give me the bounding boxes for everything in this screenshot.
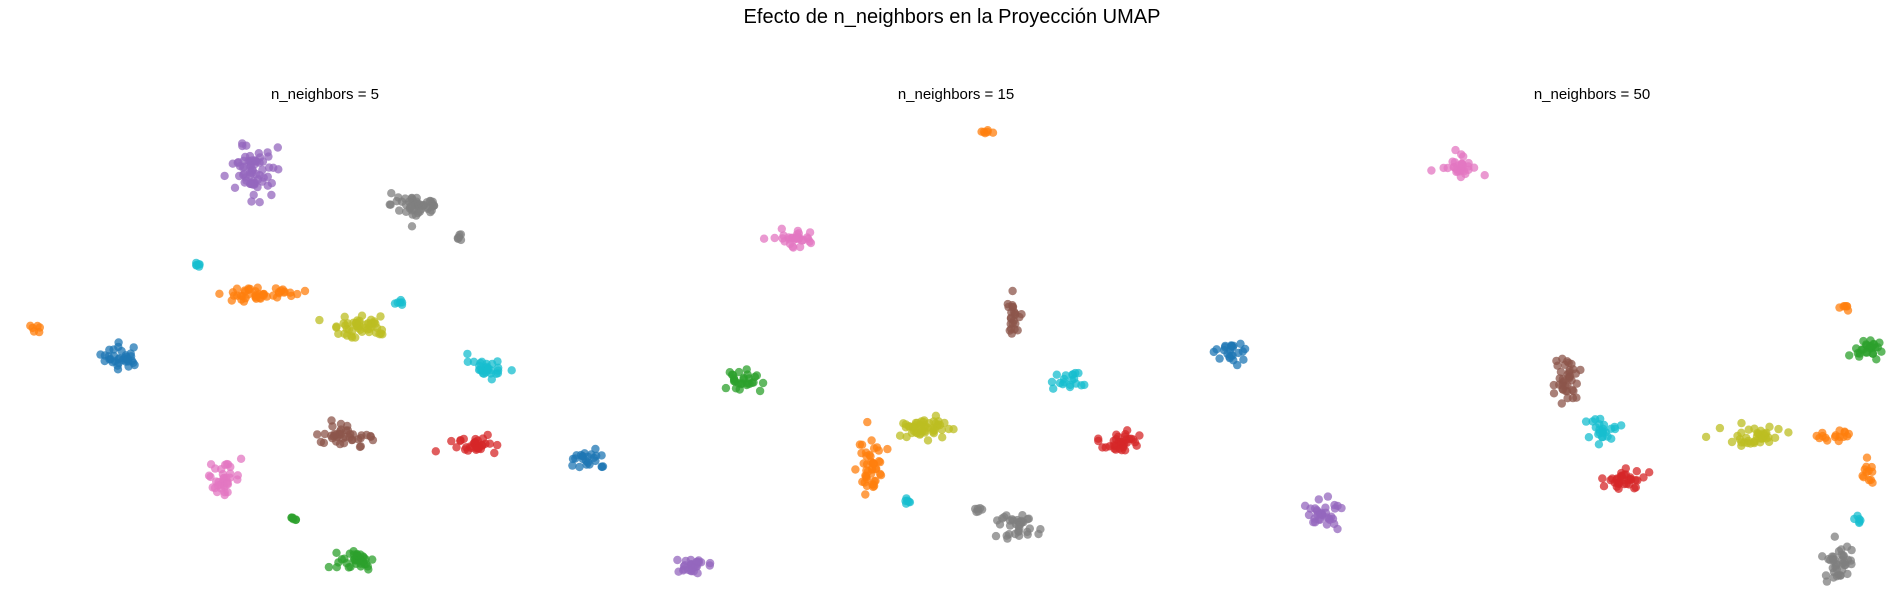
scatter-point (1122, 435, 1130, 443)
scatter-point (1835, 303, 1843, 311)
scatter-point (1552, 357, 1560, 365)
scatter-point (1008, 287, 1016, 295)
series-C6 (205, 455, 245, 500)
scatter-point (456, 436, 464, 444)
scatter-point (806, 228, 814, 236)
scatter-point (1844, 306, 1852, 314)
scatter-point (332, 323, 340, 331)
scatter-point (1563, 357, 1571, 365)
scatter-point (1215, 354, 1223, 362)
scatter-point (263, 148, 271, 156)
scatter-point (256, 294, 264, 302)
series-C6 (760, 225, 815, 252)
scatter-point (1595, 440, 1603, 448)
scatter-point (864, 467, 872, 475)
scatter-point (358, 312, 366, 320)
scatter-point (673, 556, 681, 564)
scatter-point (338, 555, 346, 563)
scatter-point (264, 182, 272, 190)
scatter-point (722, 384, 730, 392)
scatter-point (807, 239, 815, 247)
scatter-point (339, 319, 347, 327)
scatter-point (1645, 468, 1653, 476)
scatter-point (1863, 454, 1871, 462)
series-C2 (722, 365, 768, 395)
scatter-point (1576, 366, 1584, 374)
scatter-point (301, 287, 309, 295)
scatter-point (30, 327, 38, 335)
scatter-point (728, 371, 736, 379)
scatter-point (598, 463, 606, 471)
subplot-n-neighbors-50 (1272, 86, 1904, 596)
scatter-point (1865, 476, 1873, 484)
scatter-point (1337, 504, 1345, 512)
scatter-point (1015, 528, 1023, 536)
scatter-point (1315, 495, 1323, 503)
series-C3 (1598, 464, 1653, 493)
scatter-plot-area (5, 112, 645, 596)
scatter-point (377, 329, 385, 337)
scatter-point (398, 301, 406, 309)
scatter-point (240, 157, 248, 165)
scatter-point (858, 441, 866, 449)
scatter-point (1301, 502, 1309, 510)
scatter-point (869, 459, 877, 467)
scatter-point (1841, 428, 1849, 436)
scatter-point (861, 478, 869, 486)
scatter-point (246, 285, 254, 293)
scatter-point (478, 441, 486, 449)
scatter-point (1072, 379, 1080, 387)
scatter-point (484, 366, 492, 374)
scatter-point (756, 387, 764, 395)
scatter-point (1823, 436, 1831, 444)
subplot-title: n_neighbors = 50 (1533, 86, 1651, 103)
scatter-point (1716, 424, 1724, 432)
scatter-point (751, 373, 759, 381)
scatter-point (1600, 421, 1608, 429)
scatter-point (452, 443, 460, 451)
scatter-point (470, 358, 478, 366)
scatter-point (457, 230, 465, 238)
series-C6 (1427, 146, 1489, 181)
scatter-point (873, 443, 881, 451)
scatter-point (1822, 571, 1830, 579)
series-C8 (896, 412, 958, 445)
scatter-point (350, 550, 358, 558)
scatter-plot-area (1272, 112, 1904, 596)
scatter-point (356, 560, 364, 568)
scatter-point (1765, 423, 1773, 431)
scatter-point (231, 184, 239, 192)
scatter-point (274, 165, 282, 173)
scatter-point (251, 156, 259, 164)
scatter-point (682, 557, 690, 565)
scatter-point (223, 460, 231, 468)
scatter-point (579, 455, 587, 463)
subplot-title: n_neighbors = 15 (897, 86, 1015, 103)
scatter-point (256, 198, 264, 206)
scatter-point (1236, 340, 1244, 348)
scatter-point (1843, 570, 1851, 578)
scatter-point (1049, 385, 1057, 393)
scatter-point (490, 449, 498, 457)
scatter-point (1598, 474, 1606, 482)
scatter-point (313, 430, 321, 438)
scatter-point (1613, 483, 1621, 491)
series-C7 (971, 504, 1045, 543)
scatter-point (1751, 437, 1759, 445)
series-C3 (1094, 426, 1144, 454)
scatter-point (387, 189, 395, 197)
scatter-point (1481, 171, 1489, 179)
scatter-point (1305, 511, 1313, 519)
scatter-point (1622, 464, 1630, 472)
subplot-title: n_neighbors = 5 (270, 86, 379, 103)
scatter-point (376, 312, 384, 320)
scatter-point (207, 460, 215, 468)
scatter-point (568, 461, 576, 469)
scatter-point (1831, 563, 1839, 571)
scatter-point (1464, 162, 1472, 170)
scatter-point (924, 436, 932, 444)
scatter-point (331, 430, 339, 438)
scatter-point (367, 433, 375, 441)
scatter-point (1098, 443, 1106, 451)
series-C1 (851, 126, 997, 499)
scatter-point (1758, 434, 1766, 442)
scatter-point (740, 374, 748, 382)
scatter-point (1325, 514, 1333, 522)
scatter-point (706, 561, 714, 569)
scatter-point (214, 481, 222, 489)
scatter-point (463, 350, 471, 358)
scatter-point (124, 355, 132, 363)
series-C0 (96, 338, 607, 471)
scatter-point (124, 362, 132, 370)
scatter-point (992, 532, 1000, 540)
scatter-point (315, 316, 323, 324)
series-C1 (26, 284, 309, 337)
scatter-point (1702, 433, 1710, 441)
scatter-point (1094, 435, 1102, 443)
scatter-point (371, 320, 379, 328)
scatter-point (1212, 345, 1220, 353)
scatter-point (863, 418, 871, 426)
scatter-point (221, 488, 229, 496)
series-C3 (432, 431, 502, 458)
scatter-point (1737, 419, 1745, 427)
scatter-point (242, 142, 250, 150)
series-C4 (1301, 492, 1346, 533)
series-C8 (1702, 419, 1793, 450)
scatter-point (228, 296, 236, 304)
scatter-point (1784, 428, 1792, 436)
series-C5 (1550, 355, 1585, 408)
scatter-point (427, 197, 435, 205)
scatter-point (357, 442, 365, 450)
scatter-point (902, 423, 910, 431)
scatter-point (267, 191, 275, 199)
scatter-point (1771, 434, 1779, 442)
scatter-point (689, 564, 697, 572)
scatter-point (101, 351, 109, 359)
scatter-point (974, 507, 982, 515)
scatter-point (1324, 492, 1332, 500)
scatter-point (1053, 371, 1061, 379)
scatter-point (328, 422, 336, 430)
scatter-point (1622, 480, 1630, 488)
series-C4 (220, 139, 282, 206)
subplot-n-neighbors-5 (5, 86, 645, 596)
scatter-point (984, 126, 992, 134)
scatter-point (1562, 387, 1570, 395)
series-C2 (287, 513, 376, 573)
scatter-point (1595, 428, 1603, 436)
scatter-point (1843, 543, 1851, 551)
scatter-point (1024, 530, 1032, 538)
scatter-point (903, 497, 911, 505)
scatter-point (1632, 483, 1640, 491)
scatter-point (357, 434, 365, 442)
scatter-point (237, 455, 245, 463)
scatter-point (1135, 431, 1143, 439)
scatter-point (224, 480, 232, 488)
series-C7 (386, 189, 466, 244)
scatter-point (343, 331, 351, 339)
scatter-point (508, 366, 516, 374)
scatter-point (1566, 372, 1574, 380)
scatter-point (274, 143, 282, 151)
scatter-point (1839, 552, 1847, 560)
scatter-point (1558, 399, 1566, 407)
scatter-point (1559, 375, 1567, 383)
series-C4 (673, 556, 714, 578)
scatter-point (332, 549, 340, 557)
scatter-point (1855, 352, 1863, 360)
scatter-point (920, 423, 928, 431)
scatter-point (771, 234, 779, 242)
scatter-point (386, 200, 394, 208)
scatter-point (1728, 438, 1736, 446)
scatter-point (862, 448, 870, 456)
scatter-point (940, 419, 948, 427)
scatter-point (408, 206, 416, 214)
scatter-point (1845, 351, 1853, 359)
scatter-point (1239, 347, 1247, 355)
scatter-point (1815, 434, 1823, 442)
scatter-point (896, 432, 904, 440)
scatter-point (237, 295, 245, 303)
scatter-point (1080, 381, 1088, 389)
scatter-point (1119, 443, 1127, 451)
scatter-point (1233, 361, 1241, 369)
scatter-point (1600, 482, 1608, 490)
scatter-point (493, 441, 501, 449)
scatter-point (1034, 530, 1042, 538)
scatter-point (1023, 515, 1031, 523)
scatter-point (287, 292, 295, 300)
scatter-point (258, 166, 266, 174)
scatter-point (398, 198, 406, 206)
scatter-point (1005, 530, 1013, 538)
scatter-point (1068, 371, 1076, 379)
scatter-point (215, 290, 223, 298)
scatter-point (250, 191, 258, 199)
scatter-point (867, 436, 875, 444)
scatter-point (467, 444, 475, 452)
scatter-point (1859, 337, 1867, 345)
scatter-point (1123, 426, 1131, 434)
series-C8 (315, 312, 386, 342)
scatter-point (130, 343, 138, 351)
scatter-point (1110, 437, 1118, 445)
series-C0 (1210, 340, 1250, 370)
scatter-point (591, 457, 599, 465)
scatter-point (1818, 552, 1826, 560)
scatter-point (1006, 326, 1014, 334)
scatter-point (1014, 326, 1022, 334)
scatter-point (205, 472, 213, 480)
scatter-point (1550, 389, 1558, 397)
scatter-point (1226, 346, 1234, 354)
scatter-point (1862, 468, 1870, 476)
scatter-point (1850, 515, 1858, 523)
scatter-point (1451, 146, 1459, 154)
scatter-point (494, 364, 502, 372)
scatter-point (796, 243, 804, 251)
scatter-point (1872, 355, 1880, 363)
scatter-point (352, 319, 360, 327)
scatter-point (851, 465, 859, 473)
scatter-point (325, 563, 333, 571)
scatter-point (871, 477, 879, 485)
scatter-point (337, 420, 345, 428)
scatter-point (861, 490, 869, 498)
scatter-point (1060, 375, 1068, 383)
scatter-point (249, 180, 257, 188)
scatter-point (1133, 442, 1141, 450)
scatter-point (760, 235, 768, 243)
scatter-point (114, 343, 122, 351)
series-C7 (1818, 533, 1856, 586)
scatter-point (1774, 425, 1782, 433)
scatter-point (195, 262, 203, 270)
series-C5 (313, 416, 377, 451)
scatter-point (484, 431, 492, 439)
scatter-point (432, 447, 440, 455)
series-C1 (1813, 302, 1877, 487)
scatter-point (1585, 433, 1593, 441)
scatter-point (1870, 340, 1878, 348)
subplot-n-neighbors-15 (636, 86, 1276, 596)
scatter-point (791, 235, 799, 243)
scatter-point (949, 425, 957, 433)
scatter-point (1452, 168, 1460, 176)
scatter-point (226, 469, 234, 477)
scatter-point (264, 173, 272, 181)
scatter-point (1572, 394, 1580, 402)
scatter-point (1459, 152, 1467, 160)
scatter-point (883, 445, 891, 453)
scatter-point (114, 365, 122, 373)
scatter-point (1448, 158, 1456, 166)
scatter-point (277, 286, 285, 294)
scatter-point (233, 475, 241, 483)
series-C2 (1845, 336, 1886, 363)
scatter-point (476, 366, 484, 374)
scatter-point (938, 433, 946, 441)
scatter-point (778, 225, 786, 233)
scatter-point (743, 365, 751, 373)
scatter-point (759, 379, 767, 387)
scatter-point (1633, 467, 1641, 475)
scatter-point (220, 172, 228, 180)
scatter-point (1831, 533, 1839, 541)
scatter-plot-area (636, 112, 1276, 596)
scatter-point (287, 513, 295, 521)
scatter-point (408, 222, 416, 230)
scatter-point (909, 424, 917, 432)
scatter-point (1007, 308, 1015, 316)
scatter-point (1439, 164, 1447, 172)
figure-title: Efecto de n_neighbors en la Proyección UMAP (743, 6, 1161, 28)
scatter-point (674, 568, 682, 576)
scatter-point (1427, 166, 1435, 174)
scatter-point (108, 358, 116, 366)
scatter-point (346, 563, 354, 571)
series-C5 (1004, 287, 1026, 338)
scatter-point (1573, 380, 1581, 388)
scatter-point (1006, 516, 1014, 524)
scatter-point (317, 438, 325, 446)
